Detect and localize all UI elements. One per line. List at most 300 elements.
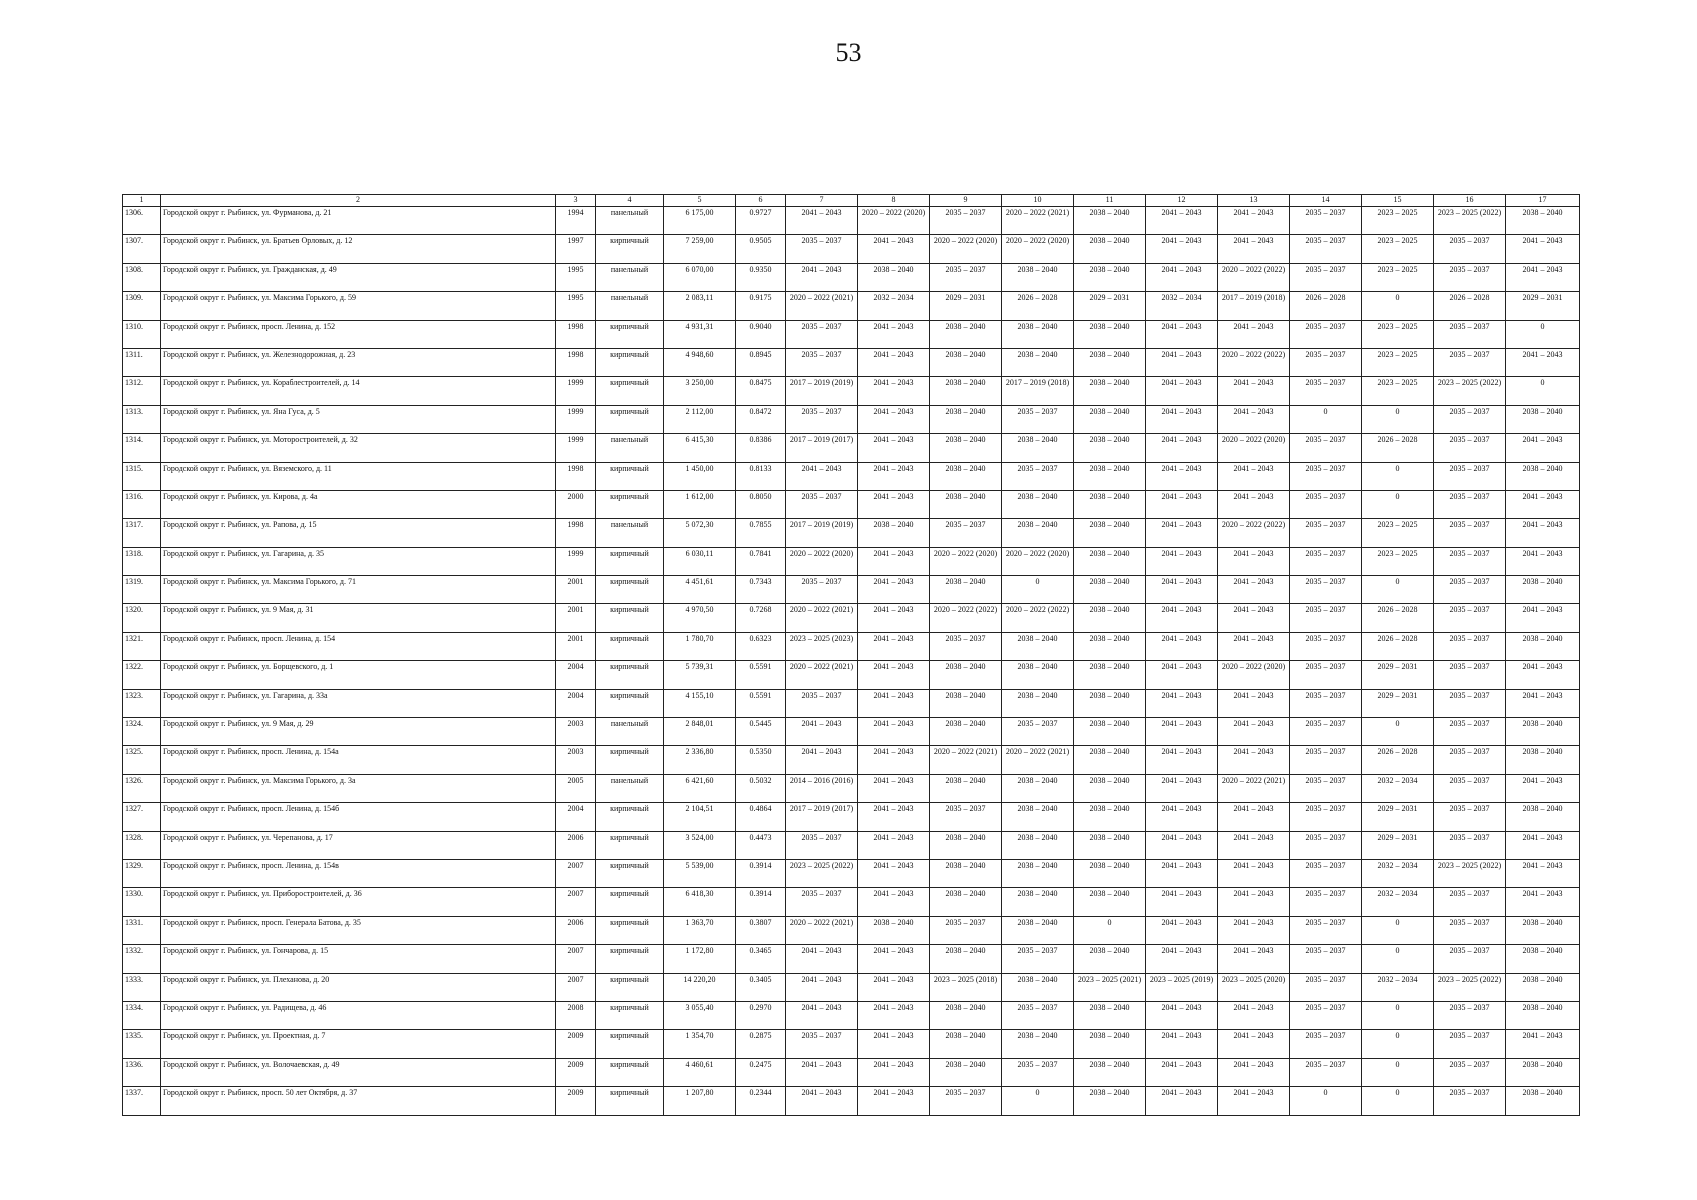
table-cell: 2020 – 2022 (2022) xyxy=(1218,348,1290,376)
table-cell: 2038 – 2040 xyxy=(1074,661,1146,689)
table-cell: 0.4864 xyxy=(736,803,786,831)
table-cell: кирпичный xyxy=(596,632,664,660)
table-cell: 0.9350 xyxy=(736,263,786,291)
address-cell: Городской округ г. Рыбинск, ул. Гагарина, д. 33а xyxy=(161,689,556,717)
table-cell: 0.7268 xyxy=(736,604,786,632)
table-cell: 2038 – 2040 xyxy=(1506,945,1580,973)
table-cell: 2038 – 2040 xyxy=(930,831,1002,859)
table-cell: 1994 xyxy=(556,207,596,235)
table-cell: 1999 xyxy=(556,377,596,405)
table-cell: 2035 – 2037 xyxy=(1434,490,1506,518)
table-cell: 2023 – 2025 xyxy=(1362,519,1434,547)
table-cell: 2038 – 2040 xyxy=(1506,1058,1580,1086)
table-cell: 2038 – 2040 xyxy=(858,916,930,944)
table-cell: 2041 – 2043 xyxy=(1146,263,1218,291)
table-cell: 2026 – 2028 xyxy=(1290,292,1362,320)
table-cell: 2041 – 2043 xyxy=(1506,689,1580,717)
table-cell: 2038 – 2040 xyxy=(1074,547,1146,575)
table-cell: 2041 – 2043 xyxy=(786,1058,858,1086)
table-cell: 2038 – 2040 xyxy=(930,320,1002,348)
table-cell: 0.2970 xyxy=(736,1001,786,1029)
table-cell: 2041 – 2043 xyxy=(786,718,858,746)
table-cell: 2038 – 2040 xyxy=(1002,803,1074,831)
table-cell: 2035 – 2037 xyxy=(1434,519,1506,547)
table-cell: 2041 – 2043 xyxy=(1218,718,1290,746)
table-cell: 2041 – 2043 xyxy=(858,888,930,916)
table-row xyxy=(123,320,1580,348)
table-cell: 2041 – 2043 xyxy=(858,235,930,263)
table-cell: 2038 – 2040 xyxy=(930,661,1002,689)
table-cell: 2017 – 2019 (2017) xyxy=(786,434,858,462)
table-cell: 0.9727 xyxy=(736,207,786,235)
table-cell: 0 xyxy=(1362,292,1434,320)
table-cell: 2 848,01 xyxy=(664,718,736,746)
table-cell: панельный xyxy=(596,207,664,235)
table-cell: 2038 – 2040 xyxy=(1074,1030,1146,1058)
table-cell: 2041 – 2043 xyxy=(786,207,858,235)
table-cell: 2038 – 2040 xyxy=(1074,1001,1146,1029)
table-cell: 2041 – 2043 xyxy=(1146,207,1218,235)
table-cell: 2035 – 2037 xyxy=(786,490,858,518)
table-cell: 2 112,00 xyxy=(664,405,736,433)
table-cell: 2041 – 2043 xyxy=(858,462,930,490)
table-cell: 2035 – 2037 xyxy=(1290,348,1362,376)
table-cell: 6 418,30 xyxy=(664,888,736,916)
table-cell: 2041 – 2043 xyxy=(858,320,930,348)
table-row xyxy=(123,1058,1580,1086)
table-cell: 2003 xyxy=(556,718,596,746)
table-cell: 2029 – 2031 xyxy=(1362,831,1434,859)
address-cell: Городской округ г. Рыбинск, ул. Проектная, д. 7 xyxy=(161,1030,556,1058)
table-cell: 2026 – 2028 xyxy=(1362,632,1434,660)
table-cell: 1998 xyxy=(556,519,596,547)
table-cell: 2041 – 2043 xyxy=(1218,916,1290,944)
row-number-cell: 1310. xyxy=(123,320,161,348)
table-cell: 2035 – 2037 xyxy=(1290,377,1362,405)
table-cell: 0.9040 xyxy=(736,320,786,348)
table-cell: 2041 – 2043 xyxy=(858,604,930,632)
table-cell: 2041 – 2043 xyxy=(1506,434,1580,462)
column-header: 16 xyxy=(1434,195,1506,207)
table-cell: 2041 – 2043 xyxy=(1218,1030,1290,1058)
table-cell: 2035 – 2037 xyxy=(1290,1001,1362,1029)
table-cell: 2020 – 2022 (2021) xyxy=(930,746,1002,774)
table-cell: 2038 – 2040 xyxy=(1074,377,1146,405)
table-cell: 1999 xyxy=(556,405,596,433)
table-cell: 2017 – 2019 (2019) xyxy=(786,377,858,405)
table-cell: 2032 – 2034 xyxy=(1146,292,1218,320)
table-cell: 2038 – 2040 xyxy=(930,774,1002,802)
address-cell: Городской округ г. Рыбинск, ул. Максима Горького, д. 59 xyxy=(161,292,556,320)
table-cell: 2041 – 2043 xyxy=(786,973,858,1001)
table-cell: 2009 xyxy=(556,1087,596,1115)
table-cell: кирпичный xyxy=(596,973,664,1001)
table-cell: 2041 – 2043 xyxy=(1146,746,1218,774)
table-cell: 2007 xyxy=(556,945,596,973)
table-cell: 2041 – 2043 xyxy=(1146,604,1218,632)
table-cell: панельный xyxy=(596,263,664,291)
table-cell: 3 250,00 xyxy=(664,377,736,405)
table-cell: кирпичный xyxy=(596,1001,664,1029)
table-cell: 2041 – 2043 xyxy=(1218,803,1290,831)
column-header: 7 xyxy=(786,195,858,207)
row-number-cell: 1327. xyxy=(123,803,161,831)
row-number-cell: 1332. xyxy=(123,945,161,973)
table-cell: 2032 – 2034 xyxy=(1362,774,1434,802)
table-cell: 0.5350 xyxy=(736,746,786,774)
table-cell: 2041 – 2043 xyxy=(1218,1058,1290,1086)
table-cell: 1 363,70 xyxy=(664,916,736,944)
table-cell: 2041 – 2043 xyxy=(1506,547,1580,575)
table-cell: 2009 xyxy=(556,1058,596,1086)
table-cell: кирпичный xyxy=(596,320,664,348)
address-cell: Городской округ г. Рыбинск, ул. Плеханова, д. 20 xyxy=(161,973,556,1001)
table-cell: 2041 – 2043 xyxy=(858,803,930,831)
table-cell: 2020 – 2022 (2020) xyxy=(930,235,1002,263)
column-number-row xyxy=(123,195,1580,207)
table-cell: 2020 – 2022 (2021) xyxy=(786,604,858,632)
table-cell: 2041 – 2043 xyxy=(1218,746,1290,774)
table-cell: 2038 – 2040 xyxy=(1074,519,1146,547)
table-cell: 2041 – 2043 xyxy=(1506,348,1580,376)
table-cell: 2038 – 2040 xyxy=(1506,405,1580,433)
table-cell: 2020 – 2022 (2020) xyxy=(786,547,858,575)
table-cell: 2035 – 2037 xyxy=(1290,547,1362,575)
table-cell: 2035 – 2037 xyxy=(1434,661,1506,689)
table-cell: 2041 – 2043 xyxy=(1218,490,1290,518)
table-cell: 2020 – 2022 (2021) xyxy=(786,916,858,944)
table-row xyxy=(123,1001,1580,1029)
table-cell: 2038 – 2040 xyxy=(930,462,1002,490)
table-cell: 0.7841 xyxy=(736,547,786,575)
table-cell: 2038 – 2040 xyxy=(1002,1030,1074,1058)
table-cell: 1998 xyxy=(556,320,596,348)
table-cell: 2000 xyxy=(556,490,596,518)
table-cell: 2035 – 2037 xyxy=(1434,320,1506,348)
table-cell: 2001 xyxy=(556,576,596,604)
table-cell: 2035 – 2037 xyxy=(1434,916,1506,944)
table-cell: 2035 – 2037 xyxy=(1434,1001,1506,1029)
table-cell: 2038 – 2040 xyxy=(1506,1087,1580,1115)
table-cell: 2020 – 2022 (2021) xyxy=(1002,746,1074,774)
table-cell: 2032 – 2034 xyxy=(1362,888,1434,916)
table-cell: 2035 – 2037 xyxy=(786,689,858,717)
table-cell: 2038 – 2040 xyxy=(930,859,1002,887)
table-cell: 2041 – 2043 xyxy=(1218,689,1290,717)
table-cell: 2038 – 2040 xyxy=(1002,632,1074,660)
table-cell: 2038 – 2040 xyxy=(1074,576,1146,604)
table-cell: 2023 – 2025 xyxy=(1362,348,1434,376)
table-cell: 2038 – 2040 xyxy=(1002,320,1074,348)
row-number-cell: 1323. xyxy=(123,689,161,717)
table-cell: 2038 – 2040 xyxy=(930,377,1002,405)
table-cell: 2004 xyxy=(556,803,596,831)
table-cell: 5 072,30 xyxy=(664,519,736,547)
table-row xyxy=(123,490,1580,518)
address-cell: Городской округ г. Рыбинск, ул. Гражданская, д. 49 xyxy=(161,263,556,291)
table-cell: 0.3914 xyxy=(736,859,786,887)
table-cell: 2041 – 2043 xyxy=(858,405,930,433)
table-cell: 2 104,51 xyxy=(664,803,736,831)
table-cell: кирпичный xyxy=(596,661,664,689)
table-cell: 0 xyxy=(1362,405,1434,433)
table-cell: 2041 – 2043 xyxy=(1218,888,1290,916)
table-cell: 0 xyxy=(1290,1087,1362,1115)
table-cell: 2035 – 2037 xyxy=(1290,519,1362,547)
table-cell: 2041 – 2043 xyxy=(1506,235,1580,263)
table-row xyxy=(123,292,1580,320)
table-cell: кирпичный xyxy=(596,916,664,944)
table-cell: 2038 – 2040 xyxy=(1074,1087,1146,1115)
table-row xyxy=(123,462,1580,490)
table-cell: кирпичный xyxy=(596,689,664,717)
address-cell: Городской округ г. Рыбинск, ул. Приборостроителей, д. 36 xyxy=(161,888,556,916)
table-cell: 2017 – 2019 (2018) xyxy=(1218,292,1290,320)
table-cell: 2026 – 2028 xyxy=(1434,292,1506,320)
table-cell: 2035 – 2037 xyxy=(1290,973,1362,1001)
table-cell: 2006 xyxy=(556,916,596,944)
table-cell: 2038 – 2040 xyxy=(930,718,1002,746)
table-cell: 2041 – 2043 xyxy=(786,263,858,291)
table-cell: 1995 xyxy=(556,292,596,320)
table-cell: 0 xyxy=(1290,405,1362,433)
table-cell: 2035 – 2037 xyxy=(1434,1058,1506,1086)
table-cell: 2038 – 2040 xyxy=(930,405,1002,433)
table-cell: 1 207,80 xyxy=(664,1087,736,1115)
table-cell: 2035 – 2037 xyxy=(1002,462,1074,490)
table-cell: 6 415,30 xyxy=(664,434,736,462)
address-cell: Городской округ г. Рыбинск, ул. Яна Гуса, д. 5 xyxy=(161,405,556,433)
table-cell: 1 450,00 xyxy=(664,462,736,490)
table-cell: 2041 – 2043 xyxy=(1218,604,1290,632)
table-cell: 2041 – 2043 xyxy=(858,831,930,859)
table-cell: 2023 – 2025 (2022) xyxy=(1434,973,1506,1001)
table-cell: 2035 – 2037 xyxy=(1290,1030,1362,1058)
table-cell: 2038 – 2040 xyxy=(858,519,930,547)
table-cell: 2041 – 2043 xyxy=(1218,320,1290,348)
table-cell: 2020 – 2022 (2022) xyxy=(1002,604,1074,632)
table-cell: 6 070,00 xyxy=(664,263,736,291)
table-cell: 0.7855 xyxy=(736,519,786,547)
table-cell: 2035 – 2037 xyxy=(1002,718,1074,746)
table-cell: 2023 – 2025 xyxy=(1362,377,1434,405)
table-cell: 2041 – 2043 xyxy=(1218,462,1290,490)
address-cell: Городской округ г. Рыбинск, ул. Кораблестроителей, д. 14 xyxy=(161,377,556,405)
table-cell: 2035 – 2037 xyxy=(1290,320,1362,348)
row-number-cell: 1333. xyxy=(123,973,161,1001)
table-cell: 2035 – 2037 xyxy=(786,831,858,859)
table-cell: 2035 – 2037 xyxy=(1434,576,1506,604)
table-cell: 2035 – 2037 xyxy=(1290,263,1362,291)
table-cell: 2023 – 2025 xyxy=(1362,320,1434,348)
table-cell: 2041 – 2043 xyxy=(858,547,930,575)
table-cell: 2023 – 2025 (2019) xyxy=(1146,973,1218,1001)
table-cell: 2038 – 2040 xyxy=(1002,490,1074,518)
table-cell: 2041 – 2043 xyxy=(1506,888,1580,916)
table-cell: 2038 – 2040 xyxy=(1074,235,1146,263)
column-header: 8 xyxy=(858,195,930,207)
table-cell: 2041 – 2043 xyxy=(858,377,930,405)
row-number-cell: 1314. xyxy=(123,434,161,462)
table-cell: 2041 – 2043 xyxy=(1146,1030,1218,1058)
table-cell: 2020 – 2022 (2022) xyxy=(1218,263,1290,291)
table-cell: 2035 – 2037 xyxy=(1434,945,1506,973)
table-cell: 2041 – 2043 xyxy=(858,576,930,604)
table-cell: 2038 – 2040 xyxy=(1074,320,1146,348)
table-cell: 2017 – 2019 (2019) xyxy=(786,519,858,547)
table-cell: 2023 – 2025 xyxy=(1362,207,1434,235)
table-cell: 2041 – 2043 xyxy=(1506,490,1580,518)
table-cell: 0 xyxy=(1362,1001,1434,1029)
table-row xyxy=(123,661,1580,689)
address-cell: Городской округ г. Рыбинск, ул. Кирова, д. 4а xyxy=(161,490,556,518)
row-number-cell: 1321. xyxy=(123,632,161,660)
table-cell: 2038 – 2040 xyxy=(1074,859,1146,887)
table-cell: 2035 – 2037 xyxy=(1434,235,1506,263)
table-cell: 2032 – 2034 xyxy=(858,292,930,320)
table-cell: 2038 – 2040 xyxy=(1074,405,1146,433)
table-cell: 0 xyxy=(1506,377,1580,405)
table-cell: 2035 – 2037 xyxy=(930,803,1002,831)
table-cell: 2020 – 2022 (2021) xyxy=(1002,207,1074,235)
table-cell: 2038 – 2040 xyxy=(1074,604,1146,632)
table-cell: 2026 – 2028 xyxy=(1362,434,1434,462)
table-cell: 0 xyxy=(1002,576,1074,604)
table-cell: 2038 – 2040 xyxy=(1074,632,1146,660)
table-row xyxy=(123,377,1580,405)
table-cell: 2035 – 2037 xyxy=(1434,405,1506,433)
table-cell: 2035 – 2037 xyxy=(1434,888,1506,916)
address-cell: Городской округ г. Рыбинск, ул. Максима Горького, д. 71 xyxy=(161,576,556,604)
table-cell: 2041 – 2043 xyxy=(858,490,930,518)
table-cell: 2038 – 2040 xyxy=(1074,746,1146,774)
table-cell: 2038 – 2040 xyxy=(1074,462,1146,490)
table-cell: 2035 – 2037 xyxy=(1290,831,1362,859)
table-cell: 2041 – 2043 xyxy=(1218,235,1290,263)
table-row xyxy=(123,235,1580,263)
table-cell: 0 xyxy=(1362,1087,1434,1115)
row-number-cell: 1335. xyxy=(123,1030,161,1058)
table-cell: 14 220,20 xyxy=(664,973,736,1001)
table-cell: 2041 – 2043 xyxy=(1506,519,1580,547)
column-header: 11 xyxy=(1074,195,1146,207)
table-cell: 2023 – 2025 (2022) xyxy=(1434,859,1506,887)
table-cell: 2041 – 2043 xyxy=(858,661,930,689)
table-cell: 2038 – 2040 xyxy=(1002,263,1074,291)
table-cell: 2014 – 2016 (2016) xyxy=(786,774,858,802)
table-cell: 4 948,60 xyxy=(664,348,736,376)
address-cell: Городской округ г. Рыбинск, ул. Гагарина, д. 35 xyxy=(161,547,556,575)
address-cell: Городской округ г. Рыбинск, ул. Радищева, д. 46 xyxy=(161,1001,556,1029)
table-cell: 0 xyxy=(1362,490,1434,518)
table-cell: 2 336,80 xyxy=(664,746,736,774)
table-cell: 0.4473 xyxy=(736,831,786,859)
table-cell: кирпичный xyxy=(596,490,664,518)
table-cell: 2041 – 2043 xyxy=(858,1030,930,1058)
row-number-cell: 1307. xyxy=(123,235,161,263)
table-cell: 0.9175 xyxy=(736,292,786,320)
table-cell: 2020 – 2022 (2020) xyxy=(1002,547,1074,575)
table-cell: 2041 – 2043 xyxy=(1146,519,1218,547)
table-cell: 2035 – 2037 xyxy=(786,576,858,604)
table-row xyxy=(123,1030,1580,1058)
table-row xyxy=(123,405,1580,433)
table-cell: кирпичный xyxy=(596,348,664,376)
table-row xyxy=(123,547,1580,575)
table-cell: 1 612,00 xyxy=(664,490,736,518)
table-cell: 2035 – 2037 xyxy=(786,888,858,916)
table-cell: 2035 – 2037 xyxy=(1002,945,1074,973)
table-cell: кирпичный xyxy=(596,746,664,774)
table-cell: 0 xyxy=(1362,1030,1434,1058)
table-cell: 2007 xyxy=(556,859,596,887)
table-cell: 2041 – 2043 xyxy=(858,1087,930,1115)
table-cell: 0 xyxy=(1506,320,1580,348)
table-cell: 2020 – 2022 (2020) xyxy=(1218,434,1290,462)
row-number-cell: 1317. xyxy=(123,519,161,547)
address-cell: Городской округ г. Рыбинск, просп. Ленина, д. 154в xyxy=(161,859,556,887)
table-cell: 2041 – 2043 xyxy=(1146,547,1218,575)
table-cell: 2001 xyxy=(556,604,596,632)
column-header: 17 xyxy=(1506,195,1580,207)
table-cell: 2041 – 2043 xyxy=(1146,377,1218,405)
table-row xyxy=(123,1087,1580,1115)
table-cell: 2038 – 2040 xyxy=(1506,746,1580,774)
table-cell: 2038 – 2040 xyxy=(1002,348,1074,376)
table-cell: 2041 – 2043 xyxy=(1146,405,1218,433)
table-cell: 6 030,11 xyxy=(664,547,736,575)
table-cell: 1 354,70 xyxy=(664,1030,736,1058)
table-cell: 2038 – 2040 xyxy=(930,1058,1002,1086)
table-cell: 2041 – 2043 xyxy=(1146,1087,1218,1115)
table-cell: 2038 – 2040 xyxy=(930,1001,1002,1029)
address-cell: Городской округ г. Рыбинск, ул. Фурманова, д. 21 xyxy=(161,207,556,235)
table-cell: 2041 – 2043 xyxy=(858,859,930,887)
table-cell: 2041 – 2043 xyxy=(1218,1001,1290,1029)
table-cell: 2038 – 2040 xyxy=(1074,207,1146,235)
table-row xyxy=(123,263,1580,291)
table-cell: 1998 xyxy=(556,348,596,376)
table-row xyxy=(123,689,1580,717)
table-cell: 0.8472 xyxy=(736,405,786,433)
table-cell: 2041 – 2043 xyxy=(1146,945,1218,973)
table-cell: 2035 – 2037 xyxy=(930,1087,1002,1115)
column-header: 1 xyxy=(123,195,161,207)
table-cell: 2035 – 2037 xyxy=(1290,462,1362,490)
table-cell: 2041 – 2043 xyxy=(858,746,930,774)
table-cell: 2041 – 2043 xyxy=(786,746,858,774)
table-cell: кирпичный xyxy=(596,604,664,632)
table-cell: 2023 – 2025 (2021) xyxy=(1074,973,1146,1001)
table-cell: 4 931,31 xyxy=(664,320,736,348)
table-cell: 2035 – 2037 xyxy=(930,632,1002,660)
table-cell: 2035 – 2037 xyxy=(1290,490,1362,518)
table-cell: 2041 – 2043 xyxy=(1506,859,1580,887)
table-cell: 2038 – 2040 xyxy=(930,490,1002,518)
table-cell: 2041 – 2043 xyxy=(1146,803,1218,831)
table-cell: 2038 – 2040 xyxy=(1506,916,1580,944)
row-number-cell: 1329. xyxy=(123,859,161,887)
table-cell: 0.3465 xyxy=(736,945,786,973)
table-cell: 2041 – 2043 xyxy=(858,632,930,660)
row-number-cell: 1322. xyxy=(123,661,161,689)
address-cell: Городской округ г. Рыбинск, просп. 50 лет Октября, д. 37 xyxy=(161,1087,556,1115)
table-cell: 2041 – 2043 xyxy=(1146,831,1218,859)
table-cell: 0.2344 xyxy=(736,1087,786,1115)
table-cell: 2004 xyxy=(556,689,596,717)
column-header: 12 xyxy=(1146,195,1218,207)
table-cell: 2035 – 2037 xyxy=(1290,718,1362,746)
